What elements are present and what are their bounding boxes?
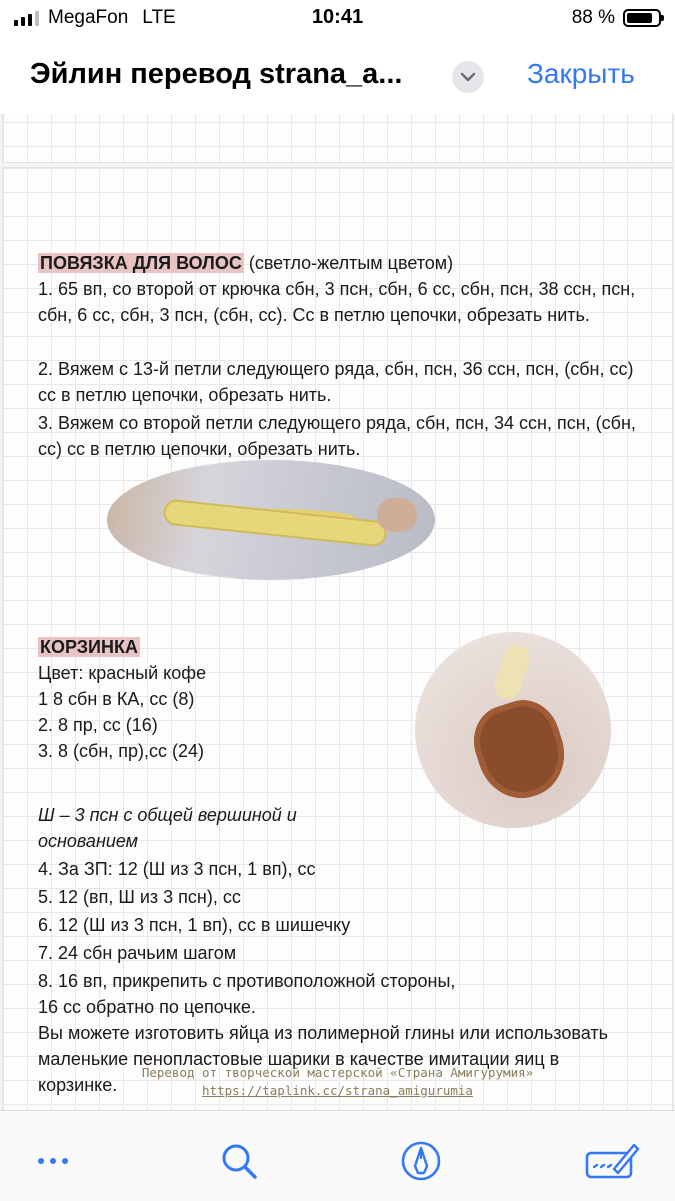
document-viewer[interactable]: [0, 114, 675, 1110]
basket-row-7: 7. 24 сбн рачьим шагом: [38, 943, 237, 963]
carrier-label: MegaFon: [48, 7, 129, 28]
basket-row-8b: 16 сс обратно по цепочке.: [38, 997, 256, 1017]
headband-row-1: 1. 65 вп, со второй от крючка сбн, 3 псн, сбн, 6 сс, сбн, псн, 38 ссн, псн, сбн, 6 сс, сбн, 3 псн, (сбн, сс). Сс в петлю цепочки, обрезать нить.: [38, 279, 636, 325]
basket-row-5: 5. 12 (вп, Ш из 3 псн), сс: [38, 887, 241, 907]
basket-line-1: Цвет: красный кофе: [38, 663, 207, 683]
headband-row-3: 3. Вяжем со второй петли следующего ряда, сбн, псн, 34 ссн, псн, (сбн, сс) сс в петлю цепочки, обрезать нить.: [38, 413, 636, 459]
signature-button[interactable]: [584, 1139, 640, 1183]
more-button[interactable]: [32, 1139, 76, 1183]
crochet-hook-shape: [491, 641, 533, 702]
basket-row-6: 6. 12 (Ш из 3 псн, 1 вп), сс в шишечку: [38, 915, 351, 935]
chevron-down-icon: [460, 71, 476, 83]
abbrev-line-1: Ш – 3 псн с общей вершиной и: [38, 805, 297, 825]
search-icon: [217, 1139, 261, 1183]
basket-shape: [464, 691, 575, 809]
more-icon: [32, 1139, 76, 1183]
document-title: Эйлин перевод strana_a...: [30, 58, 403, 90]
headband-heading: ПОВЯЗКА ДЛЯ ВОЛОС: [40, 253, 242, 273]
status-bar: [0, 0, 675, 38]
current-page: [3, 168, 672, 1110]
headband-color-note: (светло-желтым цветом): [243, 253, 454, 273]
bottom-toolbar: [0, 1110, 675, 1201]
basket-line-3: 2. 8 пр, сс (16): [38, 715, 158, 735]
signature-icon: [584, 1139, 640, 1183]
battery-percent: 88 %: [571, 7, 615, 28]
battery-icon: [623, 9, 661, 27]
close-button[interactable]: Закрыть: [527, 58, 635, 89]
abbrev-line-2: основанием: [38, 831, 139, 851]
footer-link[interactable]: https://taplink.cc/strana_amigurumia: [202, 1083, 473, 1098]
basket-heading: КОРЗИНКА: [40, 637, 138, 657]
clock: 10:41: [311, 6, 364, 28]
headband-title-line: [38, 250, 638, 276]
title-menu-button[interactable]: [452, 61, 484, 93]
basket-note: Вы можете изготовить яйца из полимерной глины или использовать маленькие пенопластовые шарики в качестве имитации яиц в корзинке.: [38, 1023, 608, 1095]
basket-row-4: 4. За ЗП: 12 (Ш из 3 псн, 1 вп), сс: [38, 859, 316, 879]
previous-page: [3, 114, 672, 162]
markup-button[interactable]: [399, 1139, 443, 1183]
basket-photo: [415, 632, 611, 828]
footer-credit: Перевод от творческой мастерской «Страна Амигурумия»: [141, 1065, 534, 1080]
basket-line-2: 1 8 сбн в КА, сс (8): [38, 689, 195, 709]
search-button[interactable]: [217, 1139, 261, 1183]
status-right: [572, 7, 661, 29]
battery-fill: [627, 13, 652, 23]
finger-shape: [377, 498, 417, 532]
headband-photo: [107, 460, 435, 580]
basket-line-4: 3. 8 (сбн, пр),сс (24): [38, 741, 205, 761]
basket-row-8: 8. 16 вп, прикрепить с противоположной стороны,: [38, 971, 456, 991]
markup-icon: [399, 1139, 443, 1183]
headband-strip: [162, 498, 387, 547]
network-label: LTE: [142, 7, 176, 28]
headband-row-2: 2. Вяжем с 13-й петли следующего ряда, сбн, псн, 36 ссн, псн, (сбн, сс) сс в петлю цепочки, обрезать нить.: [38, 359, 634, 405]
